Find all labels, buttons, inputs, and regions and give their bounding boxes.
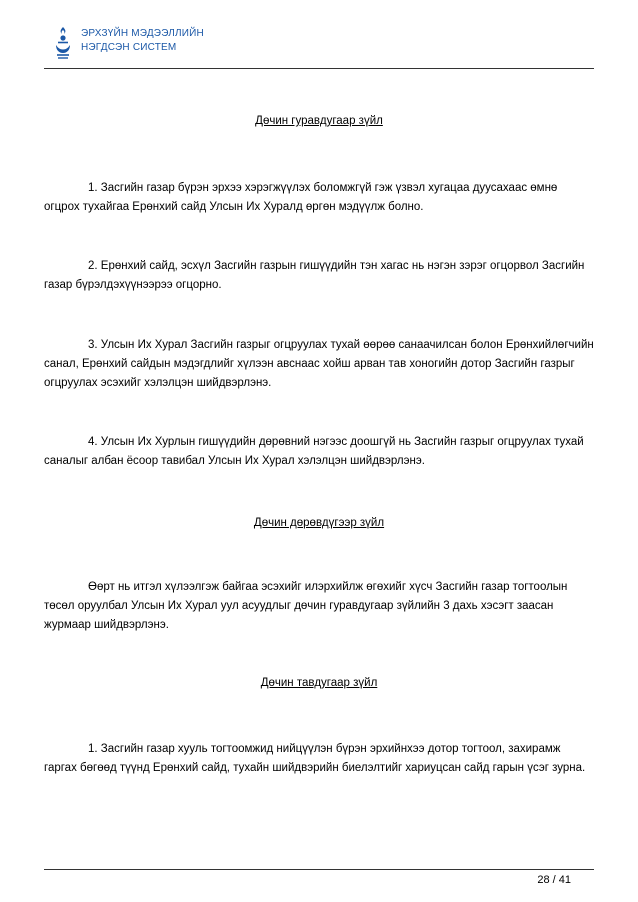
page-header (0, 0, 638, 70)
article-heading-43: Дөчин гуравдугаар зүйл (255, 115, 383, 127)
paragraph-text: 3. Улсын Их Хурал Засгийн газрыг огцруулах тухай өөрөө санаачилсан болон Ерөнхийлөгчийн санал, Ерөнхий сайдын мэдэгдлийг хүлээн авснаас хойш арван тав хоногийн дотор Засгийн газрыг огцруулах эсэхийг хэлэлцэн шийдвэрлэнэ. (44, 339, 594, 389)
soyombo-logo-icon (52, 26, 74, 60)
paragraph-43-2 (44, 257, 594, 295)
paragraph-text: 1. Засгийн газар хууль тогтоомжид нийцүүлэн бүрэн эрхийнхээ дотор тогтоол, захирамж гаргах бөгөөд түүнд Ерөнхий сайд, тухайн шийдвэрийн биелэлтийг хариуцсан сайд гарын үсэг зурна. (44, 743, 586, 774)
page-number: 28 / 41 (537, 874, 571, 886)
article-heading-44: Дөчин дөрөвдүгээр зүйл (253, 517, 385, 529)
paragraph-45-1 (44, 740, 594, 778)
brand-line-2: НЭГДСЭН СИСТЕМ (81, 42, 177, 53)
brand-line-1: ЭРХЗҮЙН МЭДЭЭЛЛИЙН (81, 28, 204, 39)
paragraph-43-3 (44, 336, 594, 393)
paragraph-43-1 (44, 179, 594, 217)
paragraph-text: Өөрт нь итгэл хүлээлгэж байгаа эсэхийг илэрхийлж өгөхийг хүсч Засгийн газар тогтоолын төсөл оруулбал Улсын Их Хурал уул асуудлыг дөчин гуравдугаар зүйлийн 3 дахь хэсэгт заасан журмаар шийдвэрлэнэ. (44, 581, 568, 631)
paragraph-43-4 (44, 433, 594, 471)
footer-divider (44, 869, 594, 870)
article-heading-45: Дөчин тавдугаар зүйл (260, 677, 378, 689)
header-divider (44, 68, 594, 69)
paragraph-44 (44, 578, 594, 635)
brand-name (81, 27, 204, 55)
paragraph-text: 1. Засгийн газар бүрэн эрхээ хэрэгжүүлэх боломжгүй гэж үзвэл хугацаа дуусахаас өмнө огцрох тухайгаа Ерөнхий сайд Улсын Их Хуралд өргөн мэдүүлж болно. (44, 182, 558, 213)
paragraph-text: 2. Ерөнхий сайд, эсхүл Засгийн газрын гишүүдийн тэн хагас нь нэгэн зэрэг огцорвол Засгийн газар бүрэлдэхүүнээрээ огцорно. (44, 260, 585, 291)
paragraph-text: 4. Улсын Их Хурлын гишүүдийн дөрөвний нэгээс доошгүй нь Засгийн газрыг огцруулах тухай саналыг албан ёсоор тавибал Улсын Их Хурал хэлэлцэн шийдвэрлэнэ. (44, 436, 584, 467)
